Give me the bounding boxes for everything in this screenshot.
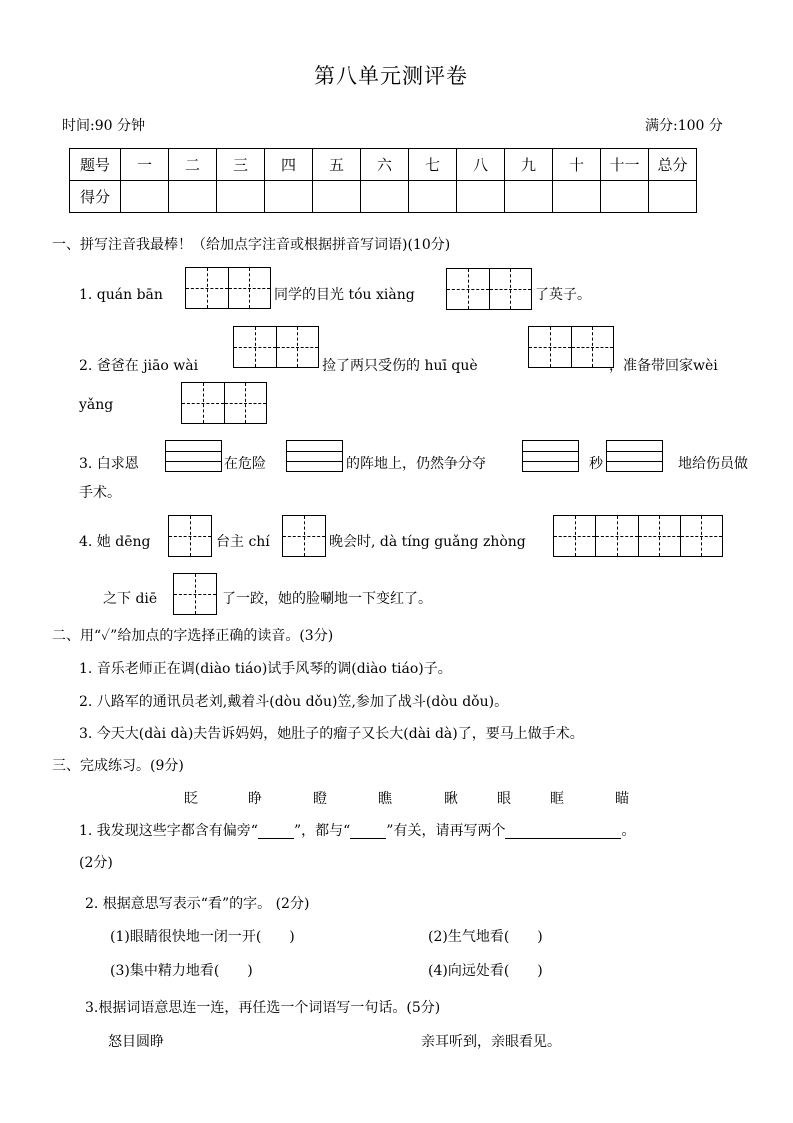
score-cell[interactable] (457, 181, 505, 213)
table-cell: 十一 (601, 149, 649, 181)
question-text: 同学的目光 tóu xiàng (274, 287, 415, 303)
table-cell: 五 (313, 149, 361, 181)
char-item: 眼 (497, 791, 511, 807)
answer-blank[interactable] (258, 824, 294, 839)
score-cell[interactable] (265, 181, 313, 213)
tianzige-answer-box[interactable] (528, 326, 614, 368)
tianzige-answer-box[interactable] (168, 515, 212, 557)
question-text: 2. 八路军的通讯员老刘,戴着斗(dòu dǒu)笠,参加了战斗(dòu dǒu)。 (79, 694, 509, 710)
writing-lines-box[interactable] (286, 440, 343, 472)
question-text: yǎng (79, 397, 114, 413)
table-cell: 四 (265, 149, 313, 181)
score-table-score-row (70, 181, 697, 213)
score-cell[interactable] (121, 181, 169, 213)
question-text: 1. 音乐老师正在调(diào tiáo)试手风琴的调(diào tiáo)子。 (79, 661, 452, 677)
writing-lines-box[interactable] (165, 440, 222, 472)
question-text: 1. quán bān (79, 287, 163, 303)
exam-time: 时间:90 分钟 (62, 118, 145, 134)
question-text: 了英子。 (535, 287, 591, 303)
question-text: 2. 根据意思写表示“看”的字。 (2分) (85, 896, 310, 912)
score-table-header-row (70, 149, 697, 181)
char-item: 睁 (248, 791, 262, 807)
tianzige-answer-box[interactable] (553, 515, 723, 557)
score-cell[interactable] (169, 181, 217, 213)
question-text: 台主 chí (216, 534, 270, 550)
matching-right-item[interactable]: 亲耳听到，亲眼看见。 (421, 1034, 561, 1050)
question-text: 晚会时, dà tíng guǎng zhòng (329, 534, 526, 550)
table-cell: 总分 (649, 149, 697, 181)
matching-left-item[interactable]: 怒目圆睁 (108, 1034, 164, 1050)
question-text: 秒 (589, 456, 603, 472)
question-text: 3.根据词语意思连一连，再任选一个词语写一句话。(5分) (85, 1000, 441, 1016)
section-heading: 一、拼写注音我最棒！（给加点字注音或根据拼音写词语)(10分) (52, 237, 451, 253)
char-item: 瞧 (378, 791, 392, 807)
question-text: (2)生气地看( ) (428, 929, 543, 945)
table-cell: 题号 (70, 149, 121, 181)
question-text: 的阵地上，仍然争分夺 (346, 456, 486, 472)
question-text: ，准备带回家wèi (609, 358, 718, 374)
table-cell: 八 (457, 149, 505, 181)
char-item: 瞅 (444, 791, 458, 807)
char-item: 眨 (184, 791, 198, 807)
tianzige-answer-box[interactable] (181, 382, 267, 424)
score-cell[interactable] (601, 181, 649, 213)
question-text: 捡了两只受伤的 huī què (322, 358, 478, 374)
writing-lines-box[interactable] (606, 440, 663, 472)
char-item: 瞄 (615, 791, 629, 807)
question-text: 了一跤，她的脸唰地一下变红了。 (222, 591, 432, 607)
char-item: 眶 (550, 791, 564, 807)
question-text: 在危险 (224, 456, 266, 472)
full-score: 满分:100 分 (645, 118, 723, 134)
answer-blank[interactable] (505, 824, 621, 839)
char-item: 瞪 (313, 791, 327, 807)
question-text: 手术。 (79, 485, 121, 501)
question-text: 2. 爸爸在 jiāo wài (79, 358, 199, 374)
tianzige-answer-box[interactable] (282, 515, 326, 557)
tianzige-answer-box[interactable] (446, 268, 532, 310)
question-text: (4)向远处看( ) (428, 963, 543, 979)
score-cell[interactable] (409, 181, 457, 213)
question-text: 3. 今天大(dài dà)夫告诉妈妈，她肚子的瘤子又长大(dài dà)了，要马上做手术。 (79, 726, 584, 742)
score-cell[interactable] (313, 181, 361, 213)
score-cell[interactable] (553, 181, 601, 213)
question-text: (3)集中精力地看( ) (110, 963, 253, 979)
table-cell: 六 (361, 149, 409, 181)
table-cell: 得分 (70, 181, 121, 213)
question-text: 地给伤员做 (678, 456, 748, 472)
question-text: ”，都与“ (293, 823, 351, 839)
question-text: ”有关，请再写两个 (386, 823, 506, 839)
question-text: (2分) (79, 855, 113, 871)
answer-blank[interactable] (350, 824, 386, 839)
section-heading: 二、用“✓”给加点的字选择正确的读音。(3分) (52, 628, 334, 644)
table-cell: 一 (121, 149, 169, 181)
page-title: 第八单元测评卷 (314, 64, 468, 88)
question-text: 。 (621, 823, 636, 839)
tianzige-answer-box[interactable] (173, 573, 217, 615)
question-text: 之下 diē (103, 591, 158, 607)
score-cell[interactable] (217, 181, 265, 213)
table-cell: 九 (505, 149, 553, 181)
question-text: 1. 我发现这些字都含有偏旁“ (79, 823, 258, 839)
question-text: 4. 她 dēng (79, 534, 151, 550)
question-text: (1)眼睛很快地一闭一开( ) (110, 929, 295, 945)
writing-lines-box[interactable] (522, 440, 579, 472)
table-cell: 十 (553, 149, 601, 181)
tianzige-answer-box[interactable] (185, 267, 271, 309)
question-text: 3. 白求恩 (79, 456, 139, 472)
question-text (79, 824, 635, 839)
score-table (69, 148, 697, 213)
score-cell[interactable] (649, 181, 697, 213)
table-cell: 三 (217, 149, 265, 181)
table-cell: 二 (169, 149, 217, 181)
score-cell[interactable] (505, 181, 553, 213)
section-heading: 三、完成练习。(9分) (52, 758, 184, 774)
tianzige-answer-box[interactable] (233, 326, 319, 368)
score-cell[interactable] (361, 181, 409, 213)
table-cell: 七 (409, 149, 457, 181)
